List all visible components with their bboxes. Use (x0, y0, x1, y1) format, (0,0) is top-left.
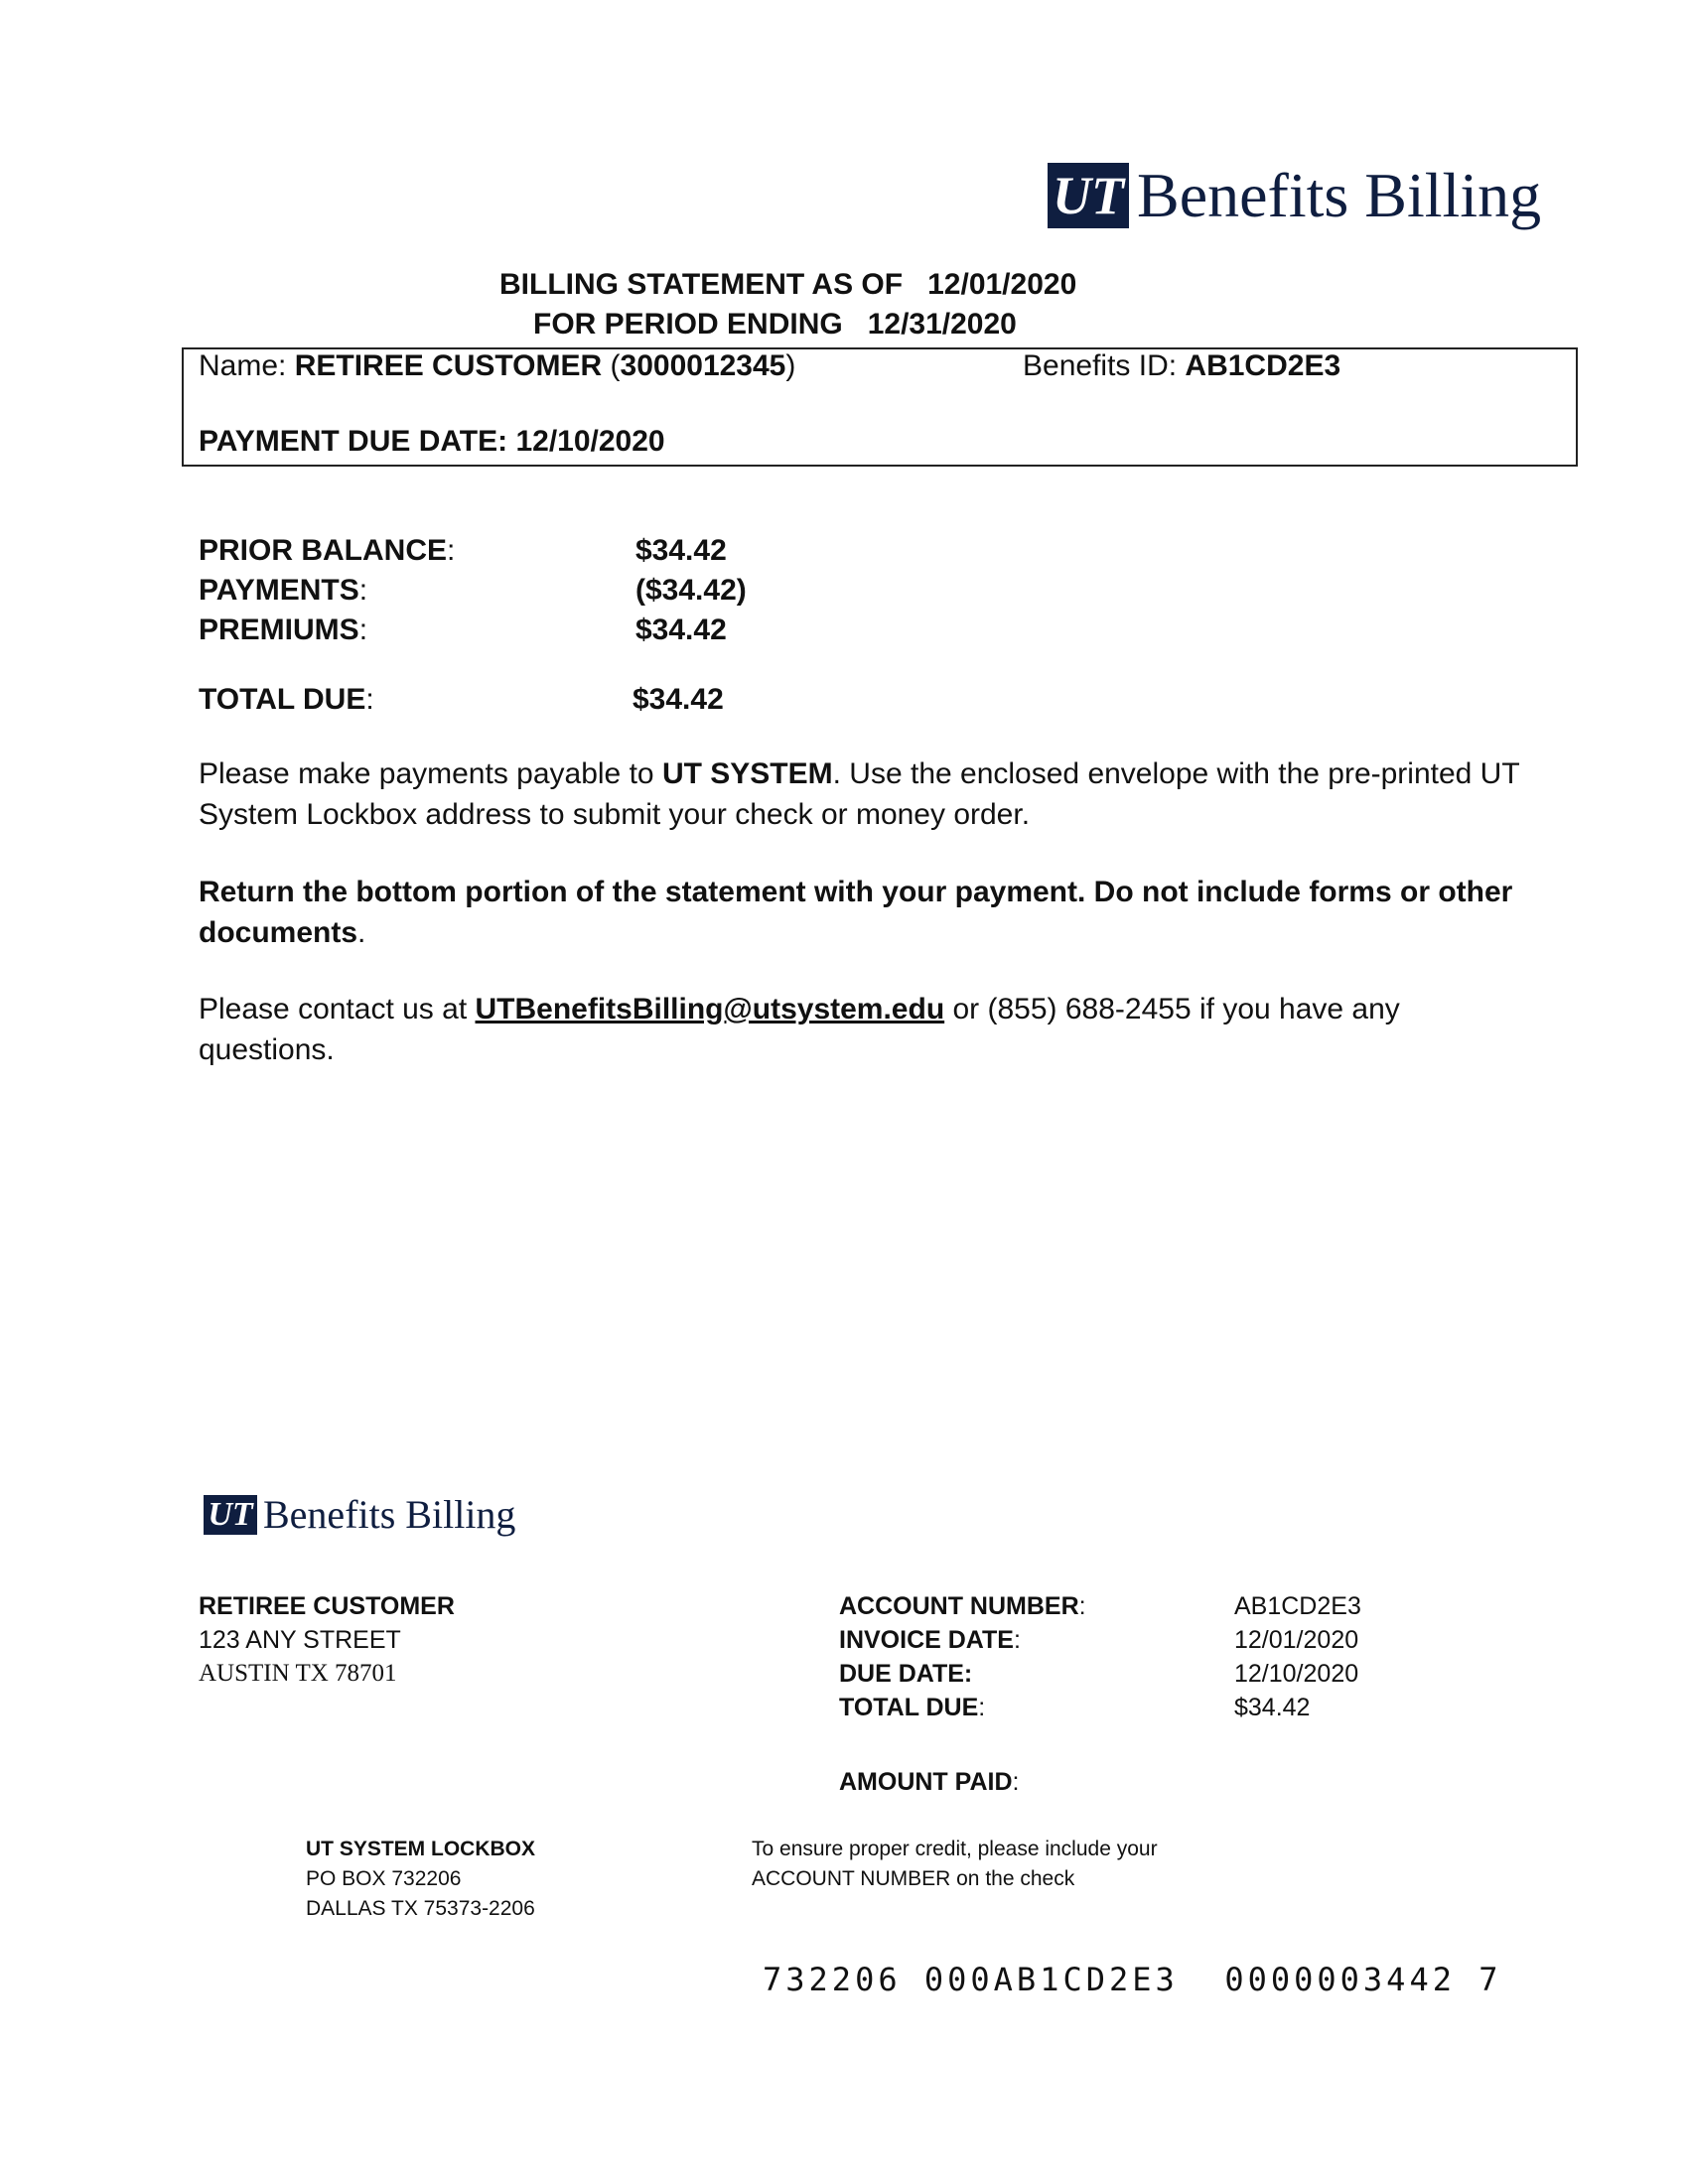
name-label: Name: (199, 349, 287, 382)
account-number-value: AB1CD2E3 (1234, 1592, 1361, 1620)
credit-note-line1: To ensure proper credit, please include your (752, 1838, 1158, 1860)
statement-date-line (499, 268, 1076, 302)
micr-scan-line: 732206 000AB1CD2E3 0000003442 7 (763, 1961, 1502, 1998)
invoice-date-value: 12/01/2020 (1234, 1626, 1359, 1654)
statement-as-of-label: BILLING STATEMENT AS OF (499, 268, 904, 301)
lockbox-line1: PO BOX 732206 (306, 1867, 462, 1890)
prior-balance-value: $34.42 (635, 534, 727, 567)
logo-text: Benefits Billing (1137, 160, 1542, 230)
logo-text-small: Benefits Billing (263, 1492, 516, 1537)
period-ending-label: FOR PERIOD ENDING (533, 308, 843, 341)
remit-address-line1: 123 ANY STREET (199, 1626, 401, 1654)
benefits-id: AB1CD2E3 (1185, 349, 1341, 382)
credit-note-line2: ACCOUNT NUMBER on the check (752, 1867, 1075, 1890)
remit-address-line2: AUSTIN TX 78701 (199, 1660, 397, 1687)
lockbox-line2: DALLAS TX 75373-2206 (306, 1897, 535, 1920)
due-date-value: 12/10/2020 (1234, 1660, 1359, 1688)
header-logo (1048, 159, 1541, 232)
payments-label: PAYMENTS: (199, 574, 368, 607)
contact-email-link[interactable]: UTBenefitsBilling@utsystem.edu (475, 993, 945, 1025)
customer-name: RETIREE CUSTOMER (294, 349, 603, 382)
remit-customer-name: RETIREE CUSTOMER (199, 1592, 455, 1620)
amount-paid-label: AMOUNT PAID: (839, 1768, 1020, 1796)
total-due-label: TOTAL DUE: (199, 683, 374, 716)
remittance-logo (204, 1491, 515, 1538)
payment-due-date: PAYMENT DUE DATE: 12/10/2020 (199, 425, 665, 458)
invoice-date-label: INVOICE DATE: (839, 1626, 1021, 1654)
period-ending-line (533, 308, 1017, 341)
premiums-label: PREMIUMS: (199, 614, 368, 646)
return-instructions: Return the bottom portion of the statement with your payment. Do not include forms or other documents. (199, 876, 1513, 949)
remit-total-due-label: TOTAL DUE: (839, 1694, 986, 1721)
ut-logo-mark-small: UT (204, 1495, 257, 1535)
total-due-value: $34.42 (633, 683, 724, 716)
customer-name-line: Name: RETIREE CUSTOMER (3000012345) (199, 349, 796, 382)
account-number-label: ACCOUNT NUMBER: (839, 1592, 1086, 1620)
ut-logo-mark: UT (1048, 163, 1129, 228)
customer-account-id: 3000012345 (620, 349, 786, 382)
lockbox-title: UT SYSTEM LOCKBOX (306, 1838, 536, 1860)
payment-instructions: Please make payments payable to UT SYSTEM. Use the enclosed envelope with the pre-printed UT System Lockbox address to submit your check or money order. (199, 757, 1520, 831)
period-ending-date: 12/31/2020 (867, 308, 1017, 341)
remit-total-due-value: $34.42 (1234, 1694, 1311, 1721)
benefits-id-line (1023, 349, 1340, 383)
payee-name: UT SYSTEM (661, 757, 833, 790)
premiums-value: $34.42 (635, 614, 727, 646)
benefits-id-label: Benefits ID: (1023, 349, 1178, 382)
payments-value: ($34.42) (635, 574, 747, 607)
due-date-label: DUE DATE: (839, 1660, 973, 1688)
statement-date: 12/01/2020 (927, 268, 1077, 301)
prior-balance-label: PRIOR BALANCE: (199, 534, 456, 567)
contact-info: Please contact us at UTBenefitsBilling@utsystem.edu or (855) 688-2455 if you have any questions. (199, 993, 1400, 1066)
